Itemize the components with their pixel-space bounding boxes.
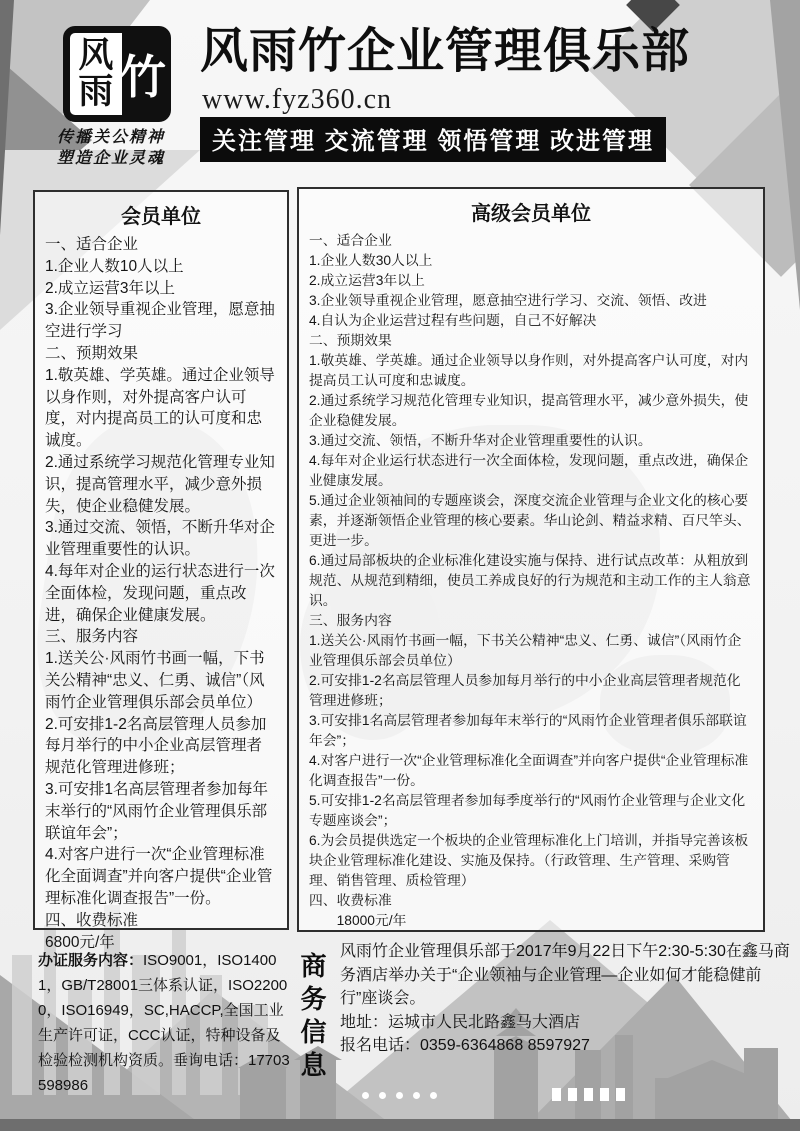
paragraph: 1.企业人数10人以上 (45, 257, 184, 275)
paragraph: 4.对客户进行一次“企业管理标准化全面调查”并向客户提供“企业管理标准化调查报告”一份。 (309, 753, 749, 788)
paragraph: 4.每年对企业的运行状态进行一次全面体检，发现问题，重点改进，确保企业健康发展。 (45, 562, 275, 624)
event-announcement: 风雨竹企业管理俱乐部于2017年9月22日下午2:30-5:30在鑫马商务酒店举办关于“企业领袖与企业管理—企业如何才能稳健前行”座谈会。 (340, 943, 790, 1007)
business-info-text (340, 940, 792, 1058)
paragraph: 1.敬英雄、学英雄。通过企业领导以身作则，对外提高客户认可度，对内提高员工认可度和忠诚度。 (309, 353, 749, 388)
paragraph: 一、适合企业 (45, 236, 139, 253)
paragraph: 3.企业领导重视企业管理，愿意抽空进行学习、交流、领悟、改进 (309, 293, 707, 308)
registration-phone: 报名电话：0359-6364868 8597927 (340, 1037, 590, 1054)
paragraph: 1.送关公·风雨竹书画一幅，下书关公精神“忠义、仁勇、诚信”（风雨竹企业管理俱乐部会员单位） (45, 650, 265, 711)
paragraph: 四、收费标准 (45, 911, 139, 929)
member-column-title: 会员单位 (121, 206, 201, 228)
business-info-label: 商务信息 (297, 952, 327, 1084)
paragraph: 3.通过交流、领悟，不断升华对企业管理重要性的认识。 (45, 519, 275, 559)
paragraph: 四、收费标准 (309, 893, 392, 908)
certification-services (38, 948, 292, 1098)
management-banner: 关注管理 交流管理 领悟管理 改进管理 (200, 117, 666, 162)
cert-text: ISO9001，ISO14001，GB/T28001三体系认证，ISO22000，ISO16949，SC,HACCP,全国工业生产许可证，CCC认证，特种设备及检验检测机构资质。垂询电话：17703598986 (38, 952, 290, 1094)
paragraph: 1.企业人数30人以上 (309, 253, 433, 268)
seal-char: 风 (78, 36, 114, 76)
paragraph: 2.通过系统学习规范化管理专业知识，提高管理水平，减少意外损失，使企业稳健发展。 (45, 453, 275, 515)
senior-column-title: 高级会员单位 (471, 203, 591, 225)
paragraph: 三、服务内容 (309, 613, 392, 628)
paragraph: 3.企业领导重视企业管理，愿意抽空进行学习 (45, 301, 275, 341)
slogan-line: 传播关公精神 (56, 129, 165, 146)
page-title: 风雨竹企业管理俱乐部 (200, 25, 691, 78)
paragraph: 1.敬英雄、学英雄。通过企业领导以身作则，对外提高客户认可度，对内提高员工的认可度和忠诚度。 (45, 366, 275, 450)
paragraph: 6800元/年 (45, 933, 115, 951)
paragraph: 6.为会员提供选定一个板块的企业管理标准化上门培训，并指导完善该板块企业管理标准化建设、实施及保持。（行政管理、生产管理、采购管理、销售管理、质检管理） (309, 833, 749, 888)
paragraph: 18000元/年 (309, 913, 407, 928)
paragraph: 4.每年对企业运行状态进行一次全面体检，发现问题，重点改进，确保企业健康发展。 (309, 453, 749, 488)
paragraph: 2.可安排1-2名高层管理人员参加每月举行的中小企业高层管理者规范化管理进修班； (309, 673, 741, 708)
seal-char: 雨 (78, 72, 114, 111)
paragraph: 2.成立运营3年以上 (309, 273, 425, 288)
paragraph: 3.可安排1名高层管理者参加每年末举行的“风雨竹企业管理者俱乐部联谊年会”； (309, 713, 747, 748)
slogan-line: 塑造企业灵魂 (56, 150, 165, 167)
paragraph: 5.可安排1-2名高层管理者参加每季度举行的“风雨竹企业管理与企业文化专题座谈会”； (309, 793, 746, 828)
cert-label: 办证服务内容： (38, 952, 144, 969)
paragraph: 6.通过局部板块的企业标准化建设实施与保持、进行试点改革：从粗放到规范、从规范到精细，使员工养成良好的行为规范和主动工作的主人翁意识。 (309, 553, 751, 608)
website-url: www.fyz360.cn (202, 84, 393, 115)
paragraph: 5.通过企业领袖间的专题座谈会，深度交流企业管理与企业文化的核心要素，并逐渐领悟企业管理的核心要素。华山论剑、精益求精、百尺竿头、更进一步。 (309, 493, 751, 548)
paragraph: 三、服务内容 (45, 628, 139, 646)
paragraph: 一、适合企业 (309, 233, 392, 248)
paragraph: 4.自认为企业运营过程有些问题，自己不好解决 (309, 313, 597, 328)
paragraph: 二、预期效果 (45, 344, 139, 362)
paragraph: 4.对客户进行一次“企业管理标准化全面调查”并向客户提供“企业管理标准化调查报告”一份。 (45, 846, 273, 907)
paragraph: 2.通过系统学习规范化管理专业知识，提高管理水平，减少意外损失，使企业稳健发展。 (309, 393, 749, 428)
paragraph: 1.送关公·风雨竹书画一幅，下书关公精神“忠义、仁勇、诚信”（风雨竹企业管理俱乐部会员单位） (309, 633, 742, 668)
event-address: 地址：运城市人民北路鑫马大酒店 (340, 1013, 581, 1031)
seal-char: 竹 (119, 52, 166, 103)
paragraph: 二、预期效果 (309, 333, 392, 348)
paragraph: 3.可安排1名高层管理者参加每年末举行的“风雨竹企业管理俱乐部联谊年会”； (45, 780, 269, 842)
paragraph: 2.成立运营3年以上 (45, 279, 176, 297)
paragraph: 3.通过交流、领悟，不断升华对企业管理重要性的认识。 (309, 433, 652, 448)
paragraph: 2.可安排1-2名高层管理人员参加每月举行的中小企业高层管理者规范化管理进修班； (45, 715, 267, 777)
